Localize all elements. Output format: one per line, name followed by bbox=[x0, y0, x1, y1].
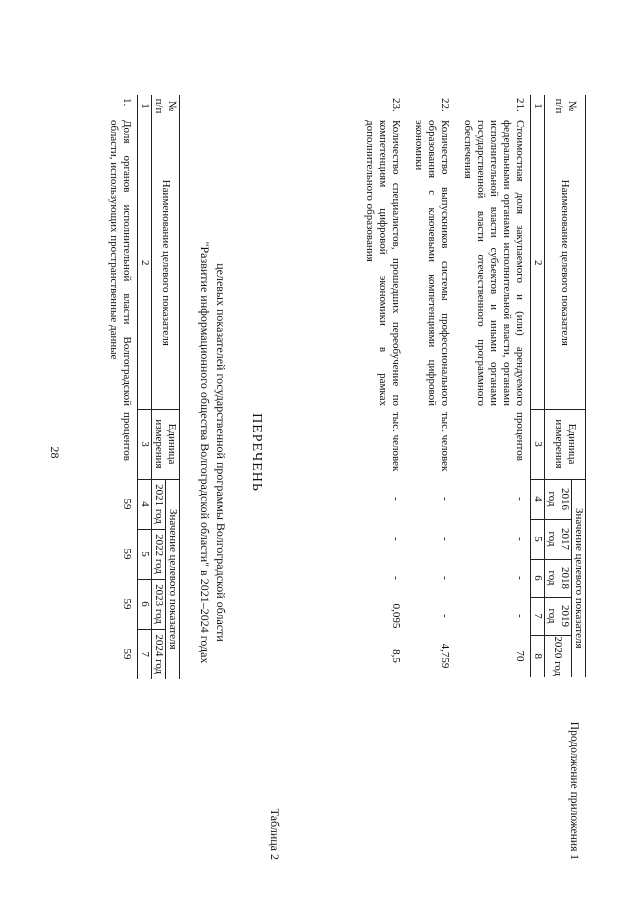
t1-index: 6 bbox=[531, 559, 545, 597]
row-value: 59 bbox=[121, 648, 133, 660]
row-value: - bbox=[514, 537, 526, 541]
table-row bbox=[406, 95, 455, 855]
t2-index: 2 bbox=[138, 117, 152, 409]
table-row bbox=[455, 95, 531, 855]
t1-index: 5 bbox=[531, 519, 545, 559]
row-name: Количество специалистов, прошедших переобучение по компетенциям цифровой экономики в рамках дополнительного образования bbox=[364, 120, 402, 406]
table-2 bbox=[101, 95, 180, 855]
row-value: 70 bbox=[514, 650, 526, 662]
t1-year: 2018 год bbox=[545, 559, 572, 597]
t2-year: 2022 год bbox=[152, 529, 166, 579]
row-num: 1. bbox=[121, 98, 133, 107]
t1-index: 3 bbox=[531, 409, 545, 479]
row-value: 4,759 bbox=[439, 643, 451, 669]
row-value: - bbox=[439, 497, 451, 501]
row-value: 0,095 bbox=[390, 603, 402, 629]
t1-header-num: № п/п bbox=[545, 95, 586, 117]
t1-spacer bbox=[357, 677, 406, 855]
row-unit: тыс. человек bbox=[390, 412, 402, 472]
t1-header-values: Значение целевого показателя bbox=[572, 479, 586, 677]
row-value: - bbox=[439, 614, 451, 618]
t2-index: 4 bbox=[138, 479, 152, 529]
t2-year: 2024 год bbox=[152, 629, 166, 679]
page-number: 28 bbox=[48, 446, 62, 459]
row-value: - bbox=[514, 497, 526, 501]
t2-year: 2021 год bbox=[152, 479, 166, 529]
t2-spacer bbox=[101, 679, 138, 855]
t2-index: 1 bbox=[138, 95, 152, 117]
t1-index-row bbox=[531, 95, 545, 855]
row-name: Количество выпускников системы профессионального образования с ключевыми компетенциями цифровой экономики bbox=[413, 120, 451, 406]
row-value: 8,5 bbox=[390, 649, 402, 663]
t2-header-num: № п/п bbox=[152, 95, 180, 117]
row-name: Доля органов исполнительной власти Волгоградской области, использующих пространственные данные bbox=[108, 120, 133, 406]
table-2-subtitle-1: целевых показателей государственной программы Волгоградской области bbox=[214, 263, 228, 642]
t2-index: 7 bbox=[138, 629, 152, 679]
row-unit: процентов bbox=[514, 412, 526, 461]
t1-spacer bbox=[572, 677, 586, 855]
row-num: 23. bbox=[390, 98, 402, 112]
t2-header-values: Значение целевого показателя bbox=[166, 479, 180, 679]
t1-index: 2 bbox=[531, 117, 545, 409]
t1-index: 8 bbox=[531, 635, 545, 677]
table-2-label: Таблица 2 bbox=[268, 808, 282, 860]
t2-header-name: Наименование целевого показателя bbox=[152, 117, 180, 409]
row-value: - bbox=[439, 576, 451, 580]
table-row bbox=[101, 95, 138, 855]
t2-index: 3 bbox=[138, 409, 152, 479]
continuation-note: Продолжение приложения 1 bbox=[568, 721, 580, 860]
t2-year: 2023 год bbox=[152, 579, 166, 629]
row-value: - bbox=[439, 537, 451, 541]
t2-spacer bbox=[166, 679, 180, 855]
t1-year: 2016 год bbox=[545, 479, 572, 519]
t1-year: 2019 год bbox=[545, 597, 572, 635]
t1-year: 2020 год bbox=[545, 635, 572, 677]
row-value: - bbox=[390, 576, 402, 580]
row-value: - bbox=[514, 576, 526, 580]
t1-index: 1 bbox=[531, 95, 545, 117]
row-value: - bbox=[390, 537, 402, 541]
row-value: 59 bbox=[121, 548, 133, 560]
t1-index: 7 bbox=[531, 597, 545, 635]
t2-index: 5 bbox=[138, 529, 152, 579]
t2-header-unit: Единица измерения bbox=[152, 409, 180, 479]
t2-index: 6 bbox=[138, 579, 152, 629]
row-value: 59 bbox=[121, 598, 133, 610]
t1-spacer bbox=[545, 677, 572, 855]
t1-header-name: Наименование целевого показателя bbox=[545, 117, 586, 409]
t1-spacer bbox=[531, 677, 545, 855]
row-value: - bbox=[390, 497, 402, 501]
row-num: 22. bbox=[439, 98, 451, 112]
table-2-subtitle-2: "Развитие информационного общества Волгоградской области" в 2021–2024 годах bbox=[198, 241, 212, 664]
row-value: 59 bbox=[121, 498, 133, 510]
row-unit: тыс. человек bbox=[439, 412, 451, 472]
table-1 bbox=[357, 95, 586, 855]
row-num: 21. bbox=[514, 98, 526, 112]
table-2-heading: ПЕРЕЧЕНЬ bbox=[249, 413, 264, 492]
table-row bbox=[357, 95, 406, 855]
t2-index-row bbox=[138, 95, 152, 855]
t1-spacer bbox=[455, 677, 531, 855]
t1-header-unit: Единица измерения bbox=[545, 409, 586, 479]
t2-spacer bbox=[138, 679, 152, 855]
row-value: - bbox=[514, 614, 526, 618]
t2-spacer bbox=[152, 679, 166, 855]
row-name: Стоимостная доля закупаемого и (или) арендуемого федеральными органами исполнительной власти, органами исполнительной власти субъектов и иными органами государственной власти отечественного программного обеспечения bbox=[462, 120, 526, 406]
t1-index: 4 bbox=[531, 479, 545, 519]
t1-year: 2017 год bbox=[545, 519, 572, 559]
row-unit: процентов bbox=[121, 412, 133, 461]
t1-spacer bbox=[406, 677, 455, 855]
